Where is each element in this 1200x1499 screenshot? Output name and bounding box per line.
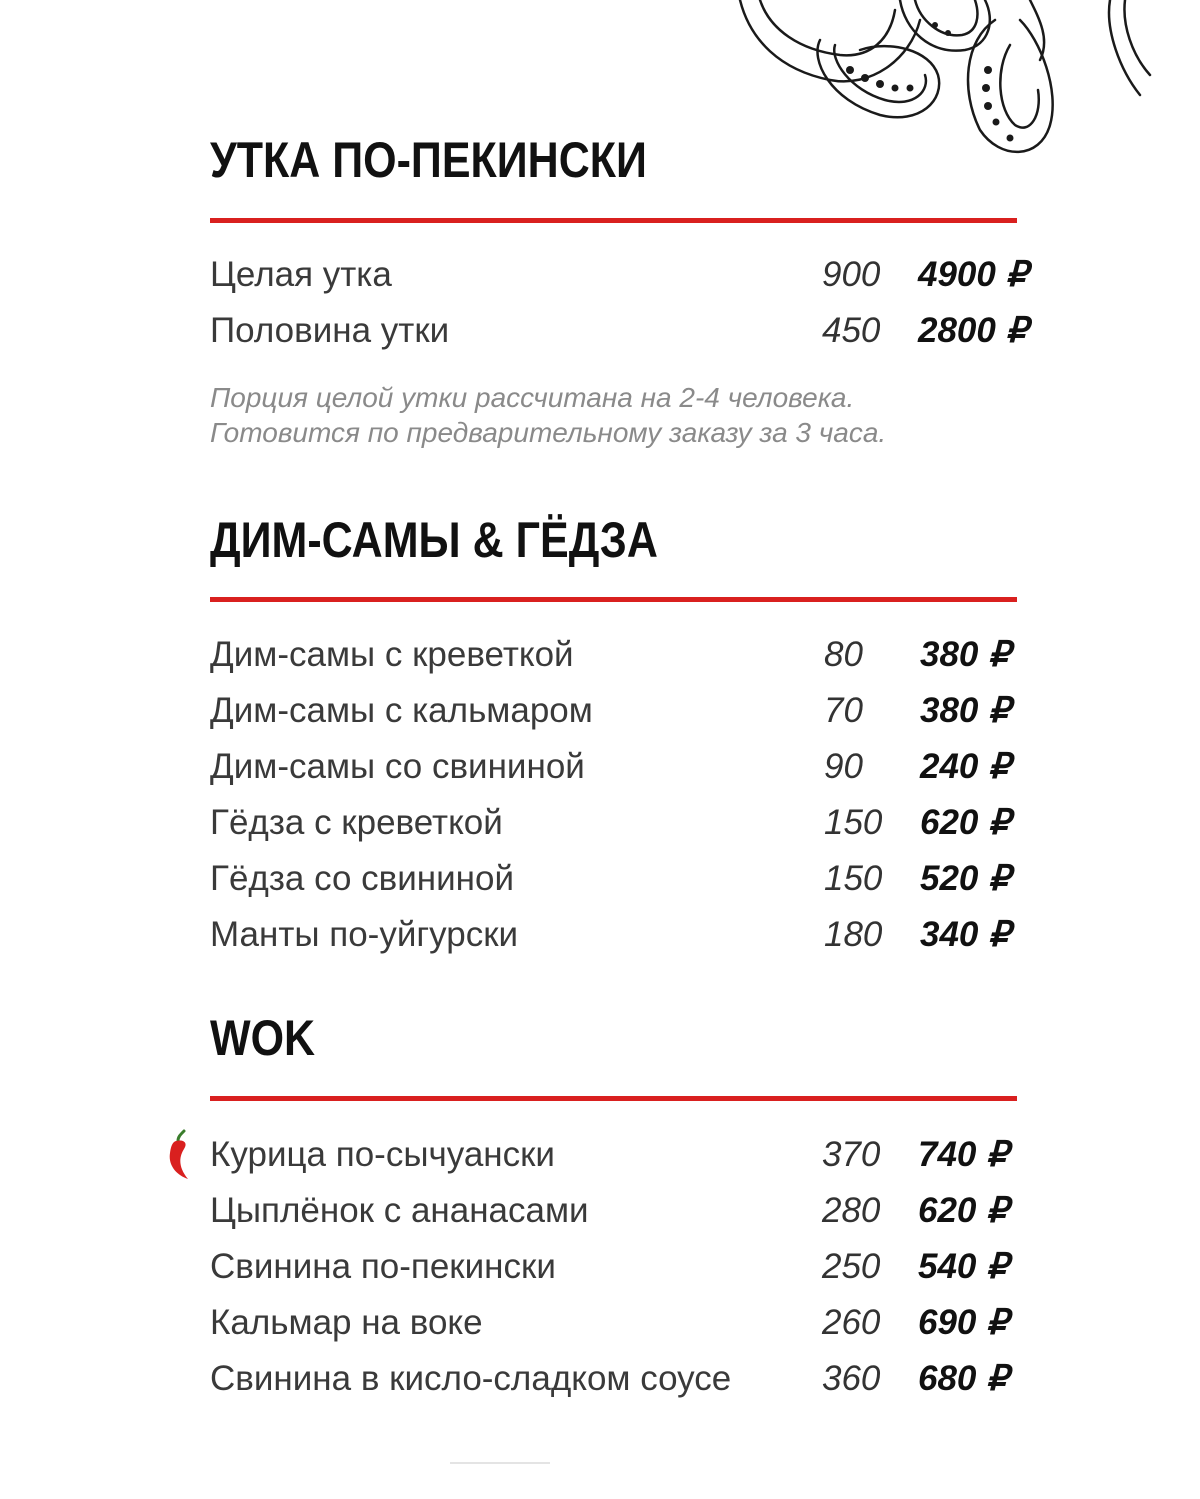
item-weight: 900 <box>822 255 881 294</box>
item-price: 240 ₽ <box>920 747 1011 786</box>
menu-items <box>210 633 1040 969</box>
page-footer-mark <box>450 1462 550 1464</box>
item-weight: 150 <box>824 859 883 898</box>
item-weight: 250 <box>822 1247 881 1286</box>
item-name: Дим-самы со свининой <box>210 747 585 786</box>
menu-item <box>210 633 1040 689</box>
item-weight: 180 <box>824 915 883 954</box>
item-name: Гёдза со свининой <box>210 859 515 898</box>
item-weight: 370 <box>822 1135 881 1174</box>
menu-item <box>210 253 1040 309</box>
menu-item <box>210 689 1040 745</box>
item-name: Дим-самы с кальмаром <box>210 691 593 730</box>
menu-item <box>210 309 1040 365</box>
section-peking-duck <box>210 132 1040 448</box>
menu-item <box>210 745 1040 801</box>
item-price: 4900 ₽ <box>918 255 1028 294</box>
item-name: Дим-самы с креветкой <box>210 635 574 674</box>
menu-item <box>210 857 1040 913</box>
item-price: 340 ₽ <box>920 915 1011 954</box>
chili-pepper-icon <box>162 1127 196 1183</box>
menu-item <box>210 1189 1040 1245</box>
section-divider <box>210 597 1017 602</box>
item-price: 690 ₽ <box>918 1303 1009 1342</box>
item-price: 680 ₽ <box>918 1359 1009 1398</box>
menu-item <box>210 801 1040 857</box>
item-weight: 280 <box>822 1191 881 1230</box>
section-title: ДИМ-САМЫ & ГЁДЗА <box>210 512 658 568</box>
item-price: 520 ₽ <box>920 859 1011 898</box>
menu-items <box>210 1133 1040 1413</box>
section-divider <box>210 1096 1017 1101</box>
section-dim-sum-gyoza <box>210 512 1040 954</box>
item-name: Свинина в кисло-сладком соусе <box>210 1359 732 1398</box>
item-weight: 150 <box>824 803 883 842</box>
menu-item <box>210 1133 1040 1189</box>
item-name: Свинина по-пекински <box>210 1247 556 1286</box>
item-name: Целая утка <box>210 255 392 294</box>
item-price: 540 ₽ <box>918 1247 1009 1286</box>
item-weight: 90 <box>824 747 863 786</box>
item-weight: 260 <box>822 1303 881 1342</box>
menu-item <box>210 1245 1040 1301</box>
item-name: Манты по-уйгурски <box>210 915 519 954</box>
section-wok <box>210 1010 1040 1398</box>
item-price: 740 ₽ <box>918 1135 1009 1174</box>
menu-item <box>210 1301 1040 1357</box>
item-price: 2800 ₽ <box>918 311 1028 350</box>
item-name: Кальмар на воке <box>210 1303 483 1342</box>
item-price: 620 ₽ <box>920 803 1011 842</box>
menu-items <box>210 253 1040 365</box>
item-price: 620 ₽ <box>918 1191 1009 1230</box>
item-name: Цыплёнок с ананасами <box>210 1191 589 1230</box>
item-weight: 70 <box>824 691 863 730</box>
item-price: 380 ₽ <box>920 691 1011 730</box>
section-divider <box>210 218 1017 223</box>
section-title: УТКА ПО-ПЕКИНСКИ <box>210 132 647 188</box>
menu-item <box>210 913 1040 969</box>
section-note-line: Порция целой утки рассчитана на 2-4 человека. <box>210 382 855 413</box>
section-note-line: Готовится по предварительному заказу за 3 часа. <box>210 417 887 448</box>
item-name: Гёдза с креветкой <box>210 803 503 842</box>
menu-item <box>210 1357 1040 1413</box>
item-weight: 360 <box>822 1359 881 1398</box>
item-name: Половина утки <box>210 311 450 350</box>
item-name: Курица по-сычуански <box>210 1135 555 1174</box>
item-weight: 80 <box>824 635 863 674</box>
section-title: WOK <box>210 1010 316 1066</box>
item-price: 380 ₽ <box>920 635 1011 674</box>
item-weight: 450 <box>822 311 881 350</box>
